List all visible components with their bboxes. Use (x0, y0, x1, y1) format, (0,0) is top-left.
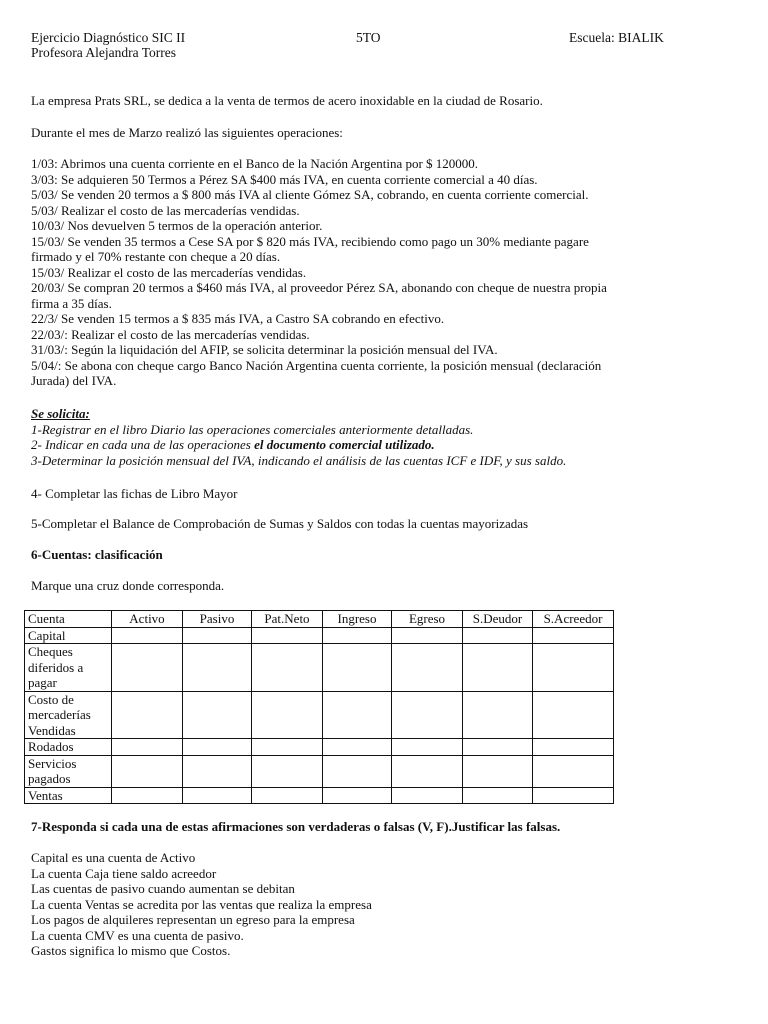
column-header: Pasivo (183, 611, 252, 628)
operation-line: 31/03/: Según la liquidación del AFIP, se solicita determinar la posición mensual del IVA. (31, 342, 498, 357)
operation-line: 15/03/ Realizar el costo de las mercaderías vendidas. (31, 264, 307, 280)
mark-cell[interactable] (183, 739, 252, 756)
company-intro: La empresa Prats SRL, se dedica a la venta de termos de acero inoxidable en la ciudad de Rosario. (31, 93, 543, 108)
mark-cell[interactable] (252, 644, 323, 692)
column-header: Egreso (392, 611, 463, 628)
school-label: Escuela: BIALIK (569, 30, 664, 45)
mark-cell[interactable] (533, 787, 614, 804)
mark-cell[interactable] (183, 755, 252, 787)
operation-line: 22/03/: Realizar el costo de las mercaderías vendidas. (31, 326, 310, 342)
mark-cell[interactable] (252, 739, 323, 756)
teacher-name: Profesora Alejandra Torres (31, 45, 177, 60)
statement-line: Las cuentas de pasivo cuando aumentan se debitan (31, 881, 295, 896)
column-header: Pat.Neto (252, 611, 323, 628)
mark-cell[interactable] (392, 787, 463, 804)
account-name-line: pagados (28, 771, 71, 786)
mark-cell[interactable] (533, 691, 614, 739)
operation-line: 5/04/: Se abona con cheque cargo Banco Nación Argentina cuenta corriente, la posición mensual (declaración (31, 357, 602, 373)
mark-cell[interactable] (112, 787, 183, 804)
mark-instruction: Marque una cruz donde corresponda. (31, 578, 225, 593)
mark-cell[interactable] (323, 691, 392, 739)
operation-line: 3/03: Se adquieren 50 Termos a Pérez SA $400 más IVA, en cuenta corriente comercial a 40 días. (31, 171, 538, 187)
classification-table (24, 610, 614, 804)
mark-cell[interactable] (533, 627, 614, 644)
request-item-5: 5-Completar el Balance de Comprobación de Sumas y Saldos con todas la cuentas mayorizadas (31, 516, 529, 531)
table-header-row (25, 611, 614, 628)
mark-cell[interactable] (533, 644, 614, 692)
account-name (25, 787, 112, 804)
account-name-line: Rodados (28, 739, 74, 754)
operations-list (31, 156, 607, 389)
operation-line: 22/3/ Se venden 15 termos a $ 835 más IVA, a Castro SA cobrando en efectivo. (31, 311, 445, 326)
statement-line: Capital es una cuenta de Activo (31, 850, 196, 865)
request-item-4: 4- Completar las fichas de Libro Mayor (31, 486, 238, 501)
request-item-3: 3-Determinar la posición mensual del IVA, indicando el análisis de las cuentas ICF e IDF, y sus saldo. (31, 452, 567, 468)
mark-cell[interactable] (323, 787, 392, 804)
request-item-1: 1-Registrar en el libro Diario las operaciones comerciales anteriormente detalladas. (31, 421, 474, 437)
mark-cell[interactable] (392, 755, 463, 787)
account-name-line: Cheques (28, 644, 73, 659)
mark-cell[interactable] (323, 739, 392, 756)
exercise-title: Ejercicio Diagnóstico SIC II (31, 30, 186, 45)
mark-cell[interactable] (252, 787, 323, 804)
mark-cell[interactable] (392, 739, 463, 756)
operation-line: 15/03/ Se venden 35 termos a Cese SA por $ 820 más IVA, recibiendo como pago un 30% mediante pagare (31, 233, 589, 249)
account-name (25, 755, 112, 787)
request-item-2-emphasis: el documento comercial utilizado. (254, 437, 435, 452)
mark-cell[interactable] (183, 787, 252, 804)
mark-cell[interactable] (463, 644, 533, 692)
statement-line: La cuenta Caja tiene saldo acreedor (31, 865, 217, 881)
mark-cell[interactable] (112, 739, 183, 756)
mark-cell[interactable] (183, 691, 252, 739)
mark-cell[interactable] (392, 644, 463, 692)
account-name-line (28, 660, 108, 676)
operation-line: 5/03/ Se venden 20 termos a $ 800 más IVA al cliente Gómez SA, cobrando, en cuenta corriente comercial. (31, 187, 589, 202)
statement-line: La cuenta CMV es una cuenta de pasivo. (31, 927, 244, 943)
mark-cell[interactable] (183, 644, 252, 692)
operation-line: firmado y el 70% restante con cheque a 20 días. (31, 249, 281, 264)
mark-cell[interactable] (112, 755, 183, 787)
account-name (25, 627, 112, 644)
operation-line: 5/03/ Realizar el costo de las mercaderías vendidas. (31, 202, 300, 218)
requests-heading: Se solicita: (31, 406, 90, 421)
table-row (25, 627, 614, 644)
mark-cell[interactable] (112, 691, 183, 739)
mark-cell[interactable] (112, 627, 183, 644)
account-name (25, 691, 112, 739)
account-name-line: Ventas (28, 787, 63, 803)
grade-label: 5TO (356, 30, 381, 45)
table-row (25, 691, 614, 739)
question-7-heading: 7-Responda si cada una de estas afirmaciones son verdaderas o falsas (V, F).Justificar las falsas. (31, 819, 561, 834)
account-name (25, 644, 112, 692)
column-header: S.Deudor (463, 611, 533, 628)
mark-cell[interactable] (392, 627, 463, 644)
mark-cell[interactable] (252, 755, 323, 787)
mark-cell[interactable] (252, 691, 323, 739)
account-name-line: Vendidas (28, 722, 76, 738)
mark-cell[interactable] (463, 627, 533, 644)
mark-cell[interactable] (463, 691, 533, 739)
mark-cell[interactable] (323, 755, 392, 787)
statements-list (31, 850, 372, 959)
month-intro: Durante el mes de Marzo realizó las siguientes operaciones: (31, 125, 343, 140)
mark-cell[interactable] (463, 755, 533, 787)
statement-line: Los pagos de alquileres representan un egreso para la empresa (31, 912, 355, 927)
table-row (25, 644, 614, 692)
operation-line: firma a 35 días. (31, 295, 112, 311)
request-item-6: 6-Cuentas: clasificación (31, 547, 163, 562)
operation-line: Jurada) del IVA. (31, 373, 117, 388)
account-name-line: Capital (28, 627, 66, 643)
operation-line: 20/03/ Se compran 20 termos a $460 más IVA, al proveedor Pérez SA, abonando con cheque de nuestra propia (31, 280, 607, 295)
requests-section (31, 406, 566, 468)
mark-cell[interactable] (323, 644, 392, 692)
column-header: Activo (112, 611, 183, 628)
statement-line: La cuenta Ventas se acredita por las ventas que realiza la empresa (31, 896, 372, 912)
account-name-line: Costo de (28, 691, 74, 707)
column-header: Ingreso (323, 611, 392, 628)
request-item-2 (31, 437, 566, 453)
table-row (25, 739, 614, 756)
mark-cell[interactable] (463, 787, 533, 804)
mark-cell[interactable] (392, 691, 463, 739)
account-name-line: Servicios (28, 755, 77, 771)
mark-cell[interactable] (183, 627, 252, 644)
mark-cell[interactable] (112, 644, 183, 692)
mark-cell[interactable] (533, 739, 614, 756)
mark-cell[interactable] (323, 627, 392, 644)
statement-line: Gastos significa lo mismo que Costos. (31, 943, 231, 958)
request-item-2-text: 2- Indicar en cada una de las operaciones (31, 437, 255, 452)
account-name-text: diferidos a (28, 659, 84, 675)
table-row (25, 755, 614, 787)
account-name-line: pagar (28, 675, 57, 690)
mark-cell[interactable] (463, 739, 533, 756)
table-row (25, 787, 614, 804)
column-header: Cuenta (25, 611, 112, 628)
account-name (25, 739, 112, 756)
account-name-line: mercaderías (28, 707, 91, 722)
operation-line: 10/03/ Nos devuelven 5 termos de la operación anterior. (31, 218, 323, 233)
column-header: S.Acreedor (533, 611, 614, 628)
mark-cell[interactable] (533, 755, 614, 787)
operation-line: 1/03: Abrimos una cuenta corriente en el Banco de la Nación Argentina por $ 120000. (31, 156, 479, 171)
mark-cell[interactable] (252, 627, 323, 644)
